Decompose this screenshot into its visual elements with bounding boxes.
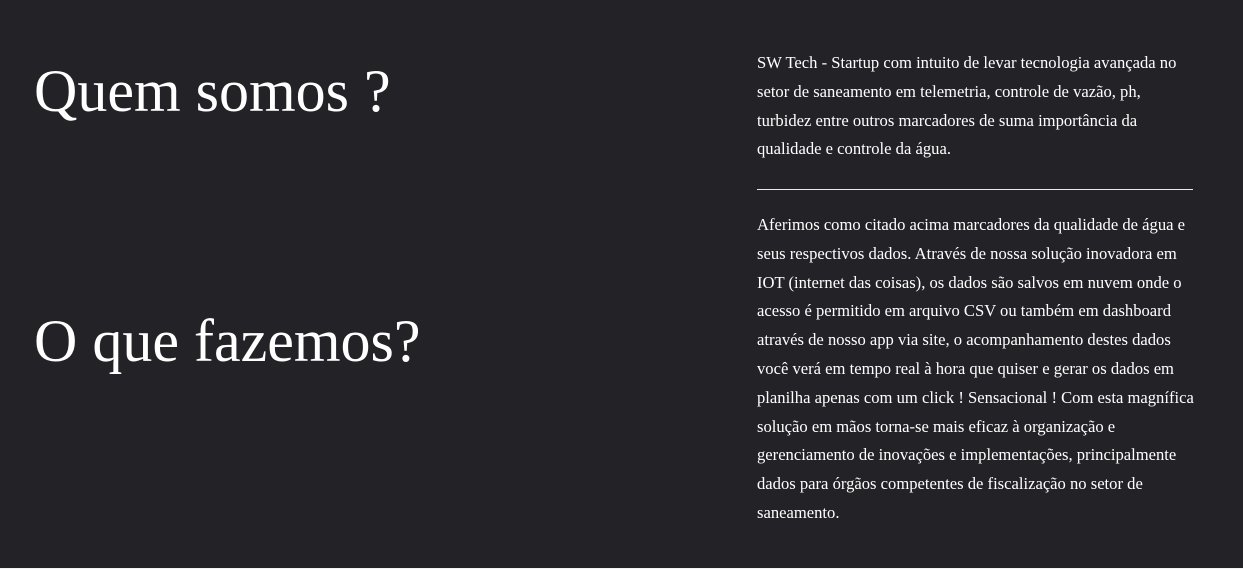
who-we-are-text: SW Tech - Startup com intuito de levar tecnologia avançada no setor de saneamento em telemetria, controle de vazão, ph, turbidez entre outros marcadores de suma importância da qualidade e controle da água. — [757, 53, 1177, 159]
what-we-do-text: Aferimos como citado acima marcadores da qualidade de água e seus respectivos dados. Através de nossa solução inovadora em IOT (internet das coisas), os dados são salvos em nuvem onde o acesso é permitido em arquivo CSV ou também em dashboard através de nosso app via site, o acompanhamento destes dados você verá em tempo real à hora que quiser e gerar os dados em planilha apenas com um click ! Sensacional ! Com esta magnífica solução em mãos torna-se mais eficaz à organização e gerenciamento de inovações e implementações, principalmente dados para órgãos competentes de fiscalização no setor de saneamento. — [757, 215, 1194, 522]
section-divider — [757, 189, 1193, 190]
what-we-do-heading: O que fazemos? — [34, 308, 421, 374]
who-we-are-heading: Quem somos ? — [34, 58, 391, 124]
